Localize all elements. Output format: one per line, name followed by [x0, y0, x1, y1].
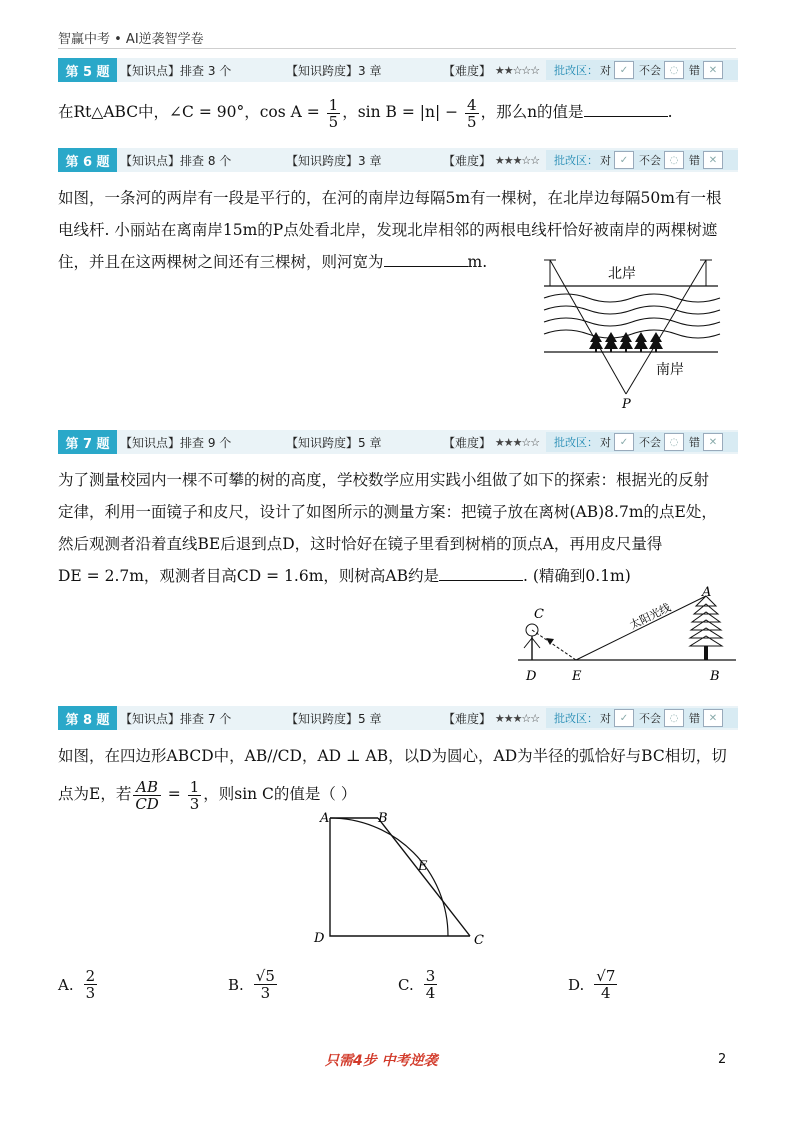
q7-line4: DE = 2.7m，观测者目高CD = 1.6m，则树高AB约是 — [58, 567, 439, 585]
fraction — [465, 97, 479, 130]
point-d-label: D — [314, 931, 325, 946]
point-c-label: C — [474, 933, 484, 948]
frac-den: 4 — [425, 984, 436, 1002]
difficulty-stars: ★★★☆☆ — [494, 435, 540, 449]
quadrilateral-figure — [306, 806, 496, 948]
frac-den: 3 — [189, 794, 200, 813]
question-number: 第 5 题 — [58, 58, 117, 82]
mirror-figure — [510, 582, 740, 688]
answer-blank[interactable] — [384, 248, 468, 267]
span-label: 【知识跨度】 — [286, 153, 359, 168]
q7-line2: 定律，利用一面镜子和皮尺，设计了如图所示的测量方案：把镜子放在离树(AB)8.7m的点E处， — [58, 503, 717, 521]
frac-den: CD — [135, 794, 159, 813]
q8-line2-post: ，则sin C的值是（ ） — [203, 785, 357, 803]
frac-num: √7 — [596, 967, 616, 985]
point-b-label: B — [378, 811, 388, 826]
option-label: D. — [568, 975, 585, 994]
question-number: 第 8 题 — [58, 706, 117, 730]
frac-den: 3 — [85, 984, 96, 1002]
q5-text-pre: 在Rt△ABC中，∠C = 90°，cos A = — [58, 103, 325, 121]
difficulty-stars: ★★★☆☆ — [494, 153, 540, 167]
correct-checkbox[interactable]: ✓ — [614, 433, 634, 451]
difficulty-label: 【难度】 — [443, 63, 492, 78]
fraction — [254, 968, 277, 1001]
unknown-label: 不会 — [639, 154, 661, 167]
frac-den: 5 — [328, 112, 339, 131]
option-label: B. — [228, 975, 244, 994]
correct-label: 对 — [600, 154, 611, 167]
point-a-label: A — [702, 585, 712, 600]
wrong-label: 错 — [689, 436, 700, 449]
frac-num: 2 — [85, 967, 96, 985]
difficulty-label: 【难度】 — [443, 153, 492, 168]
grading-label: 批改区： — [554, 436, 598, 449]
grading-label: 批改区： — [554, 64, 598, 77]
correct-label: 对 — [600, 712, 611, 725]
unknown-checkbox[interactable]: ◌ — [664, 709, 684, 727]
frac-num: √5 — [255, 967, 275, 985]
footer-slogan-logo: 只需4步 中考逆袭 — [325, 1053, 438, 1069]
unknown-label: 不会 — [639, 436, 661, 449]
frac-den: 3 — [260, 984, 271, 1002]
span-value: 5 章 — [358, 435, 382, 450]
point-e-label: E — [418, 859, 428, 874]
option-label: C. — [398, 975, 414, 994]
unknown-checkbox[interactable]: ◌ — [664, 433, 684, 451]
q7-line3: 然后观测者沿着直线BE后退到点D，这时恰好在镜子里看到树梢的顶点A，再用皮尺量得 — [58, 535, 663, 553]
point-a-label: A — [320, 811, 330, 826]
frac-den: 5 — [467, 112, 477, 131]
question-6-bar — [58, 148, 738, 172]
grading-label: 批改区： — [554, 712, 598, 725]
knowledge-value: 排查 9 个 — [180, 435, 232, 450]
span-value: 3 章 — [358, 153, 382, 168]
fraction — [327, 97, 341, 130]
q8-line1: 如图，在四边形ABCD中，AB//CD，AD ⊥ AB，以D为圆心，AD为半径的弧恰好与BC相切，切 — [58, 747, 727, 765]
difficulty-label: 【难度】 — [443, 711, 492, 726]
question-8-bar — [58, 706, 738, 730]
grading-area — [546, 150, 738, 170]
difficulty-stars: ★★☆☆☆ — [494, 63, 540, 77]
river-figure — [536, 252, 726, 410]
q7-line4-post: . (精确到0.1m) — [523, 567, 631, 585]
question-number: 第 6 题 — [58, 148, 117, 172]
frac-num: 1 — [189, 777, 200, 796]
wrong-checkbox[interactable]: ✕ — [703, 709, 723, 727]
wrong-label: 错 — [689, 64, 700, 77]
option-d[interactable] — [568, 968, 619, 1001]
grading-area — [546, 708, 738, 728]
grading-label: 批改区： — [554, 154, 598, 167]
frac-num: 4 — [467, 95, 477, 114]
fraction — [594, 968, 617, 1001]
point-e-label: E — [572, 669, 582, 684]
knowledge-label: 【知识点】 — [120, 435, 181, 450]
span-value: 3 章 — [358, 63, 382, 78]
difficulty-label: 【难度】 — [443, 435, 492, 450]
question-number: 第 7 题 — [58, 430, 117, 454]
wrong-checkbox[interactable]: ✕ — [703, 151, 723, 169]
q6-line1: 如图，一条河的两岸有一段是平行的，在河的南岸边每隔5m有一棵树，在北岸边每隔50m有一根 — [58, 189, 722, 207]
span-label: 【知识跨度】 — [286, 63, 359, 78]
question-5-bar — [58, 58, 738, 82]
answer-blank[interactable] — [439, 562, 523, 581]
fraction — [133, 779, 161, 812]
correct-label: 对 — [600, 436, 611, 449]
knowledge-value: 排查 7 个 — [180, 711, 232, 726]
grading-area — [546, 60, 738, 80]
option-label: A. — [58, 975, 74, 994]
knowledge-value: 排查 8 个 — [180, 153, 232, 168]
north-bank-label: 北岸 — [608, 266, 636, 282]
q6-line2: 电线杆. 小丽站在离南岸15m的P点处看北岸，发现北岸相邻的两根电线杆恰好被南岸的两棵树遮 — [58, 221, 718, 239]
point-c-label: C — [534, 607, 544, 622]
header-divider — [58, 48, 736, 49]
fraction — [84, 968, 98, 1001]
correct-checkbox[interactable]: ✓ — [614, 709, 634, 727]
point-b-label: B — [710, 669, 720, 684]
knowledge-value: 排查 3 个 — [180, 63, 232, 78]
difficulty-stars: ★★★☆☆ — [494, 711, 540, 725]
span-label: 【知识跨度】 — [286, 435, 359, 450]
knowledge-label: 【知识点】 — [120, 711, 181, 726]
span-label: 【知识跨度】 — [286, 711, 359, 726]
knowledge-label: 【知识点】 — [120, 153, 181, 168]
unknown-checkbox[interactable]: ◌ — [664, 151, 684, 169]
wrong-checkbox[interactable]: ✕ — [703, 433, 723, 451]
answer-blank[interactable] — [584, 98, 668, 117]
frac-num: 1 — [328, 95, 339, 114]
south-bank-label: 南岸 — [656, 362, 684, 378]
correct-checkbox[interactable]: ✓ — [614, 151, 634, 169]
q7-line1: 为了测量校园内一棵不可攀的树的高度，学校数学应用实践小组做了如下的探索：根据光的反射 — [58, 471, 710, 489]
q5-text-post: ，那么n的值是 — [480, 103, 584, 121]
frac-num: AB — [133, 779, 161, 796]
wrong-label: 错 — [689, 712, 700, 725]
question-5-text: 在Rt△ABC中，∠C = 90°，cos A = $\frac{1}{5}$ ，sin B = |n| − $\frac{4}{5}$ ，那么n的值是 . — [58, 95, 673, 131]
unknown-checkbox[interactable]: ◌ — [664, 61, 684, 79]
page-header-title: 智赢中考 • AI逆袭智学卷 — [58, 32, 204, 47]
option-c[interactable] — [398, 968, 439, 1001]
frac-den: 4 — [601, 984, 611, 1002]
q6-line3-post: m. — [467, 253, 488, 271]
grading-area — [546, 432, 738, 452]
question-8-text — [58, 740, 738, 816]
fraction — [188, 779, 202, 812]
point-p-label: P — [622, 397, 631, 410]
unknown-label: 不会 — [639, 64, 661, 77]
question-7-text — [58, 464, 738, 592]
wrong-checkbox[interactable]: ✕ — [703, 61, 723, 79]
correct-checkbox[interactable]: ✓ — [614, 61, 634, 79]
page-number: 2 — [718, 1052, 727, 1067]
frac-num: 3 — [425, 967, 436, 985]
fraction — [424, 968, 438, 1001]
q8-line2-pre: 点为E，若 — [58, 785, 132, 803]
span-value: 5 章 — [358, 711, 382, 726]
question-7-bar — [58, 430, 738, 454]
option-a[interactable] — [58, 968, 99, 1001]
q8-eq: = — [162, 785, 186, 803]
sunlight-label: 太阳光线 — [627, 600, 673, 632]
correct-label: 对 — [600, 64, 611, 77]
unknown-label: 不会 — [639, 712, 661, 725]
wrong-label: 错 — [689, 154, 700, 167]
point-d-label: D — [526, 669, 537, 684]
q6-line3: 住，并且在这两棵树之间还有三棵树，则河宽为 — [58, 253, 384, 271]
knowledge-label: 【知识点】 — [120, 63, 181, 78]
q5-text-mid: ，sin B = |n| − — [342, 103, 464, 121]
option-b[interactable] — [228, 968, 279, 1001]
